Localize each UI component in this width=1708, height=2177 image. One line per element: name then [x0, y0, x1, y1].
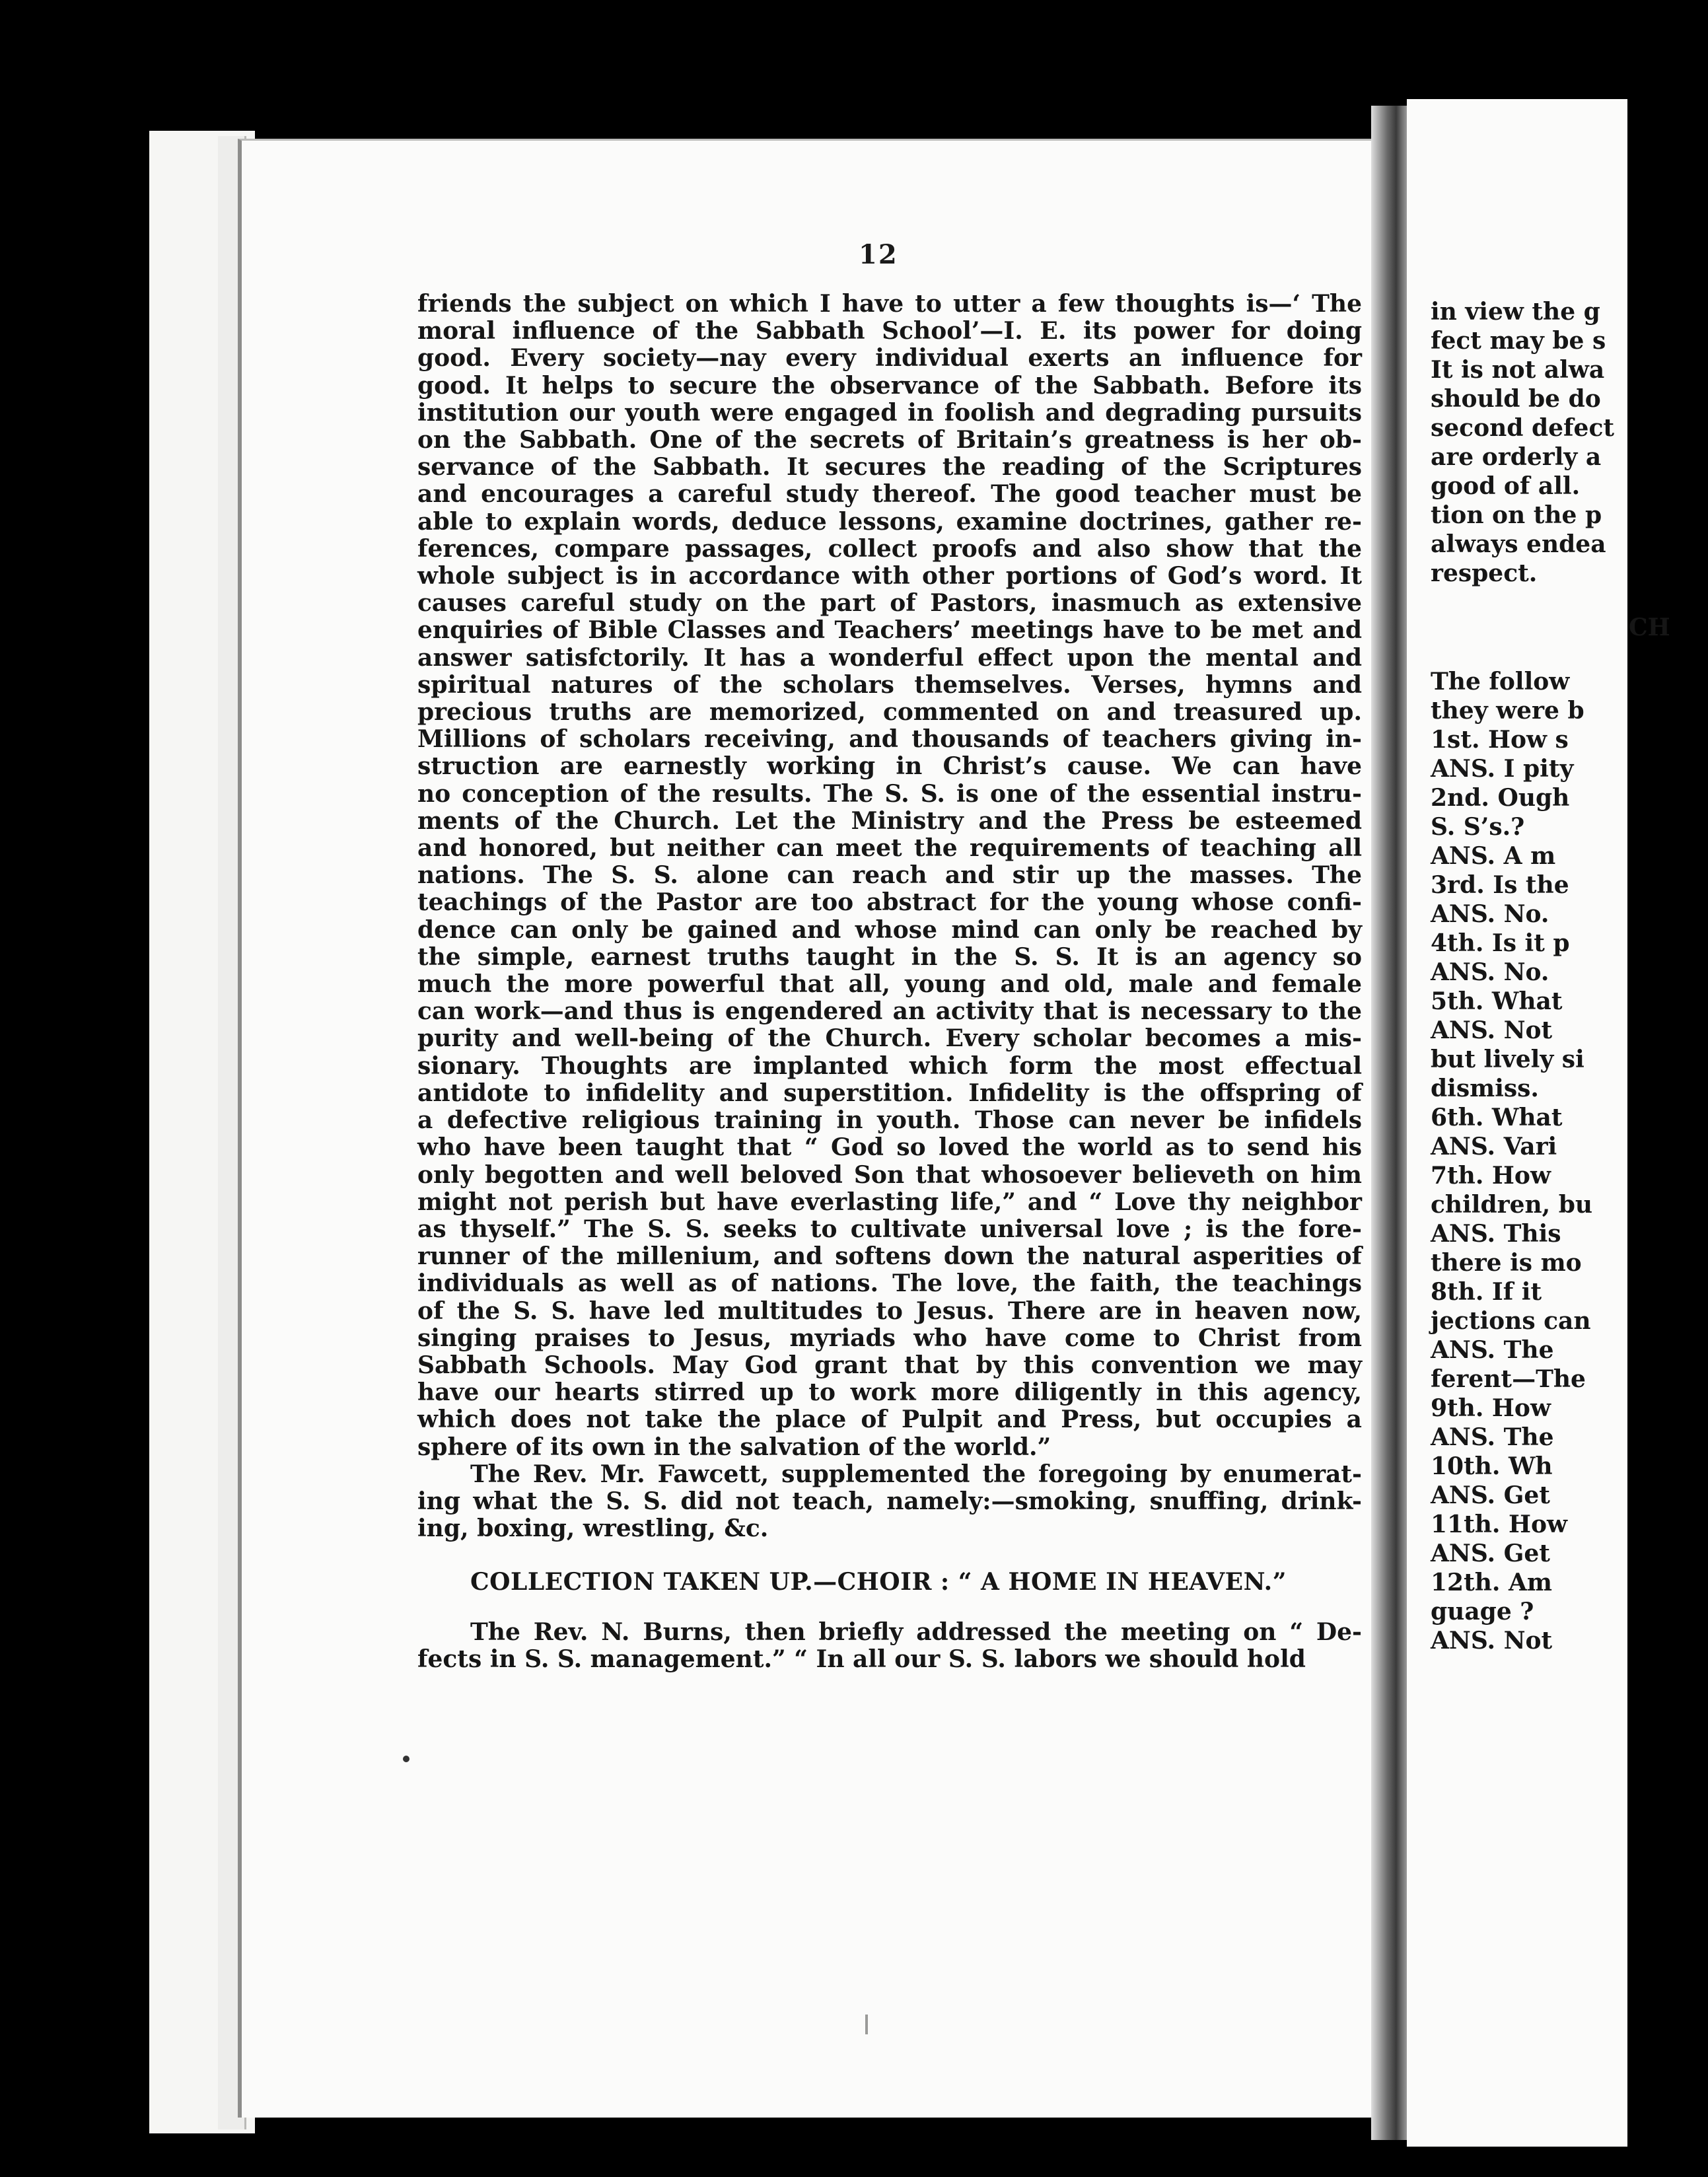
right-text-line: 2nd. Ough [1431, 784, 1570, 812]
text-line: ing, boxing, wrestling, &c. [417, 1515, 769, 1543]
right-text-line: ANS. The [1431, 1336, 1554, 1364]
text-line: causes careful study on the part of Pastors, inasmuch as extensive [417, 589, 1362, 618]
right-text-line: ANS. The [1431, 1423, 1554, 1451]
text-line: answer satisfctorily. It has a wonderful effect upon the mental and [417, 643, 1362, 672]
text-line: spiritual natures of the scholars themselves. Verses, hymns and [417, 670, 1362, 699]
text-line: good. Every society—nay every individual exerts an influence for [417, 344, 1362, 373]
right-text-line: 3rd. Is the [1431, 871, 1569, 899]
text-line: as thyself.” The S. S. seeks to cultivate universal love ; is the fore- [417, 1215, 1362, 1243]
right-text-line: second defect [1431, 414, 1614, 442]
right-text-line: 8th. If it [1431, 1278, 1542, 1306]
right-page-block-1 [1431, 297, 1708, 588]
right-text-line: children, bu [1431, 1191, 1593, 1219]
right-text-line: The follow [1431, 668, 1570, 696]
right-text-line: ANS. A m [1431, 842, 1556, 870]
text-line: ing what the S. S. did not teach, namely:—smoking, snuffing, drink- [417, 1487, 1362, 1515]
paragraph-fawcett [417, 1461, 1362, 1543]
right-text-line: It is not alwa [1431, 356, 1605, 384]
collection-heading: COLLECTION TAKEN UP.—CHOIR : “ A HOME IN HEAVEN.” [470, 1568, 1287, 1596]
text-line: singing praises to Jesus, myriads who have come to Christ from [417, 1324, 1362, 1352]
right-text-line: they were b [1431, 697, 1584, 725]
right-text-line: should be do [1431, 385, 1601, 413]
text-line: on the Sabbath. One of the secrets of Britain’s greatness is her ob- [417, 426, 1362, 454]
text-line: only begotten and well beloved Son that whosoever believeth on him [417, 1160, 1362, 1189]
right-text-line: ANS. Get [1431, 1540, 1550, 1567]
text-line: purity and well-being of the Church. Every scholar becomes a mis- [417, 1024, 1362, 1053]
text-line: precious truths are memorized, commented on and treasured up. [417, 698, 1362, 727]
right-text-line: good of all. [1431, 472, 1581, 500]
text-line: can work—and thus is engendered an activity that is necessary to the [417, 997, 1362, 1026]
margin-dot [403, 1756, 409, 1762]
right-text-line: in view the g [1431, 298, 1600, 326]
text-line: no conception of the results. The S. S. is one of the essential instru- [417, 779, 1362, 808]
paragraph-moral-influence [417, 291, 1362, 1461]
text-line: ferences, compare passages, collect proofs and also show that the [417, 534, 1362, 563]
right-text-line: ferent—The [1431, 1365, 1586, 1393]
text-line: sphere of its own in the salvation of the world.” [417, 1433, 1051, 1461]
text-line: the simple, earnest truths taught in the S. S. It is an agency so [417, 943, 1362, 971]
right-text-line: 7th. How [1431, 1162, 1551, 1190]
text-line: nations. The S. S. alone can reach and stir up the masses. The [417, 861, 1362, 890]
text-line: sionary. Thoughts are implanted which form the most effectual [417, 1052, 1362, 1080]
text-line: which does not take the place of Pulpit and Press, but occupies a [417, 1406, 1362, 1434]
right-text-line: guage ? [1431, 1598, 1534, 1625]
right-page [1407, 99, 1670, 2147]
left-page-text [417, 291, 1362, 1673]
text-line: struction are earnestly working in Christ’s cause. We can have [417, 752, 1362, 781]
text-line: Sabbath Schools. May God grant that by this convention we may [417, 1351, 1362, 1379]
text-line: Millions of scholars receiving, and thousands of teachers giving in- [417, 725, 1362, 754]
right-text-line: 10th. Wh [1431, 1452, 1553, 1480]
right-page-block-2 [1431, 667, 1708, 1655]
text-line: fects in S. S. management.” “ In all our S. S. labors we should hold [417, 1645, 1306, 1673]
right-text-line: 6th. What [1431, 1104, 1563, 1131]
text-line: enquiries of Bible Classes and Teachers’ meetings have to be met and [417, 616, 1362, 645]
right-text-line: dismiss. [1431, 1075, 1539, 1102]
right-text-line: S. S’s.? [1431, 813, 1525, 841]
text-line: and encourages a careful study thereof. The good teacher must be [417, 480, 1362, 509]
book-gutter [1371, 106, 1407, 2140]
right-text-line: 4th. Is it p [1431, 929, 1570, 957]
text-line: whole subject is in accordance with other portions of God’s word. It [417, 562, 1362, 590]
right-text-line: ANS. Not [1431, 1627, 1553, 1655]
scan-mark [865, 2015, 868, 2034]
right-text-line: always endea [1431, 530, 1606, 558]
right-text-line: are orderly a [1431, 443, 1602, 471]
right-text-line: 9th. How [1431, 1394, 1551, 1422]
text-line: The Rev. N. Burns, then briefly addressed the meeting on “ De- [470, 1618, 1362, 1646]
right-page-text [1431, 297, 1708, 1655]
text-line: servance of the Sabbath. It secures the reading of the Scriptures [417, 453, 1362, 482]
right-text-line: ANS. I pity [1431, 755, 1574, 783]
right-page-heading: CH [1629, 614, 1670, 641]
text-line: dence can only be gained and whose mind can only be reached by [417, 915, 1362, 944]
text-line: might not perish but have everlasting life,” and “ Love thy neighbor [417, 1188, 1362, 1216]
text-line: of the S. S. have led multitudes to Jesus. There are in heaven now, [417, 1297, 1362, 1325]
right-text-line: ANS. No. [1431, 958, 1549, 986]
right-text-line: there is mo [1431, 1249, 1582, 1277]
right-text-line: ANS. This [1431, 1220, 1561, 1248]
right-text-line: ANS. Get [1431, 1481, 1550, 1509]
text-line: The Rev. Mr. Fawcett, supplemented the foregoing by enumerat- [470, 1460, 1362, 1488]
text-line: much the more powerful that all, young and old, male and female [417, 970, 1362, 999]
text-line: able to explain words, deduce lessons, examine doctrines, gather re- [417, 507, 1362, 536]
paragraph-burns [417, 1619, 1362, 1673]
text-line: a defective religious training in youth. Those can never be infidels [417, 1106, 1362, 1135]
right-text-line: 5th. What [1431, 987, 1563, 1015]
right-text-line: respect. [1431, 559, 1538, 587]
right-text-line: but lively si [1431, 1046, 1584, 1073]
text-line: who have been taught that “ God so loved the world as to send his [417, 1133, 1362, 1162]
right-text-line: fect may be s [1431, 327, 1606, 355]
text-line: antidote to infidelity and superstition. Infidelity is the offspring of [417, 1079, 1362, 1107]
text-line: and honored, but neither can meet the requirements of teaching all [417, 834, 1362, 863]
right-text-line: ANS. Not [1431, 1017, 1553, 1044]
text-line: good. It helps to secure the observance of the Sabbath. Before its [417, 371, 1362, 400]
text-line: individuals as well as of nations. The love, the faith, the teachings [417, 1269, 1362, 1298]
text-line: friends the subject on which I have to utter a few thoughts is—‘ The [417, 290, 1362, 318]
text-line: teachings of the Pastor are too abstract for the young whose confi- [417, 888, 1362, 917]
text-line: ments of the Church. Let the Ministry and the Press be esteemed [417, 806, 1362, 835]
text-line: runner of the millenium, and softens down the natural asperities of [417, 1242, 1362, 1271]
right-text-line: 12th. Am [1431, 1569, 1552, 1596]
text-line: moral influence of the Sabbath School’—I. E. its power for doing [417, 317, 1362, 345]
text-line: institution our youth were engaged in foolish and degrading pursuits [417, 398, 1362, 427]
right-text-line: ANS. No. [1431, 900, 1549, 928]
text-line: have our hearts stirred up to work more diligently in this agency, [417, 1378, 1362, 1407]
right-text-line: 1st. How s [1431, 726, 1569, 754]
page-number: 12 [859, 239, 898, 270]
right-text-line: tion on the p [1431, 501, 1602, 529]
right-text-line: ANS. Vari [1431, 1133, 1557, 1160]
right-text-line: 11th. How [1431, 1511, 1567, 1538]
right-text-line: jections can [1431, 1307, 1591, 1335]
